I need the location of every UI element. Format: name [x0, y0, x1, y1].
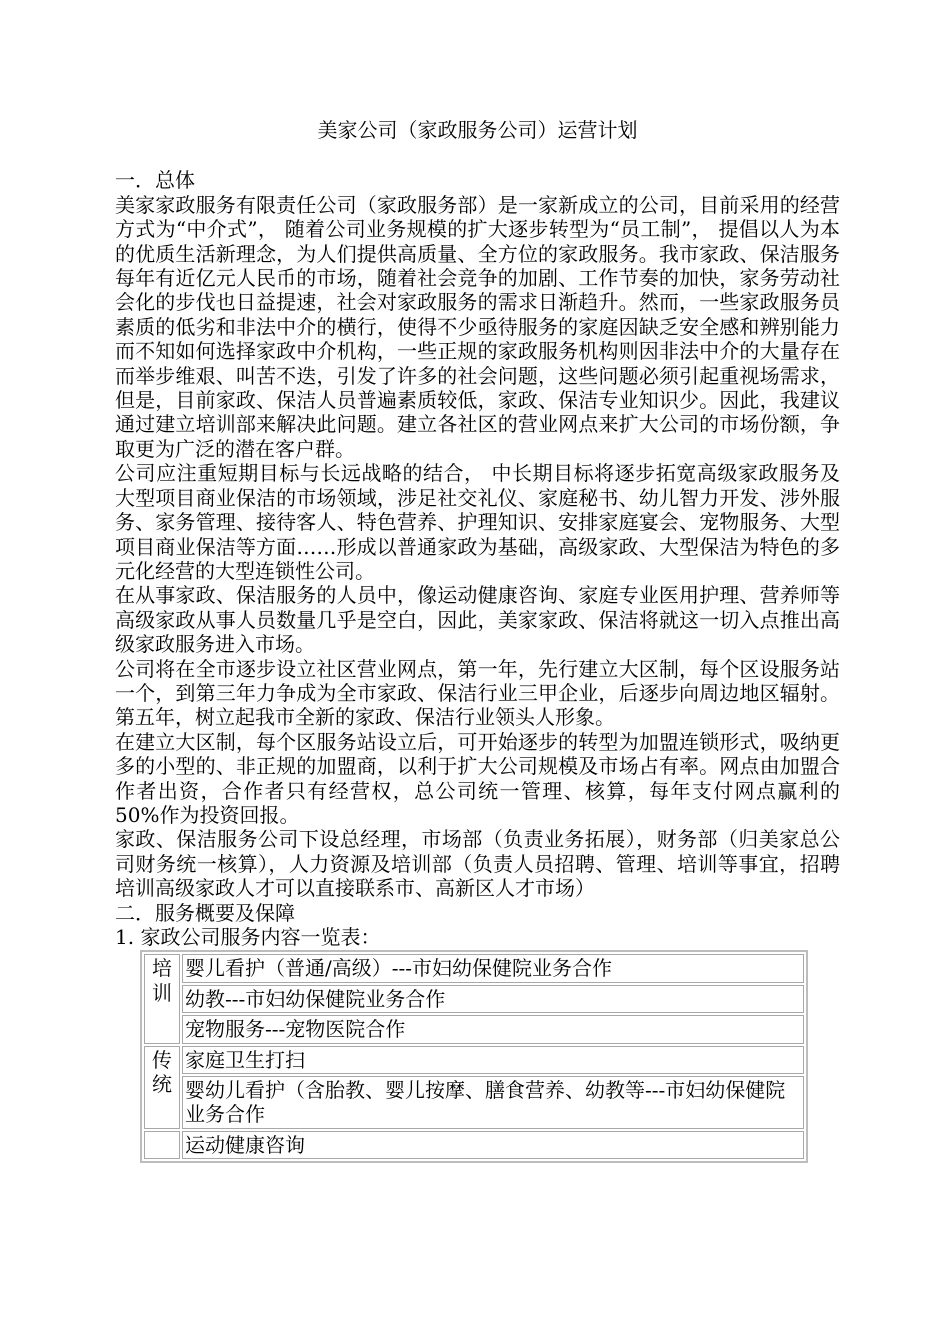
paragraph-expansion: 公司将在全市逐步设立社区营业网点，第一年，先行建立大区制，每个区设服务站一个，到第三年力争成为全市家政、保洁行业三甲企业，后逐步向周边地区辐射。第五年，树立起我市全新的家政、保洁行业领头人形象。 — [115, 656, 840, 730]
table-cell: 婴儿看护（普通/高级）---市妇幼保健院业务合作 — [182, 954, 804, 982]
table-cell: 运动健康咨询 — [182, 1131, 804, 1159]
list-heading: 1. 家政公司服务内容一览表： — [115, 925, 381, 949]
table-row — [144, 954, 804, 982]
category-cell-traditional: 传统 — [144, 1046, 180, 1129]
category-cell-empty — [144, 1131, 180, 1159]
table-cell: 宠物服务---宠物医院合作 — [182, 1015, 804, 1043]
table-row — [144, 1046, 804, 1074]
document-title: 美家公司（家政服务公司）运营计划 — [317, 118, 638, 142]
table-row — [144, 1076, 804, 1129]
table-cell: 婴幼儿看护（含胎教、婴儿按摩、膳食营养、幼教等---市妇幼保健院业务合作 — [182, 1076, 804, 1129]
paragraph-strategy: 公司应注重短期目标与长远战略的结合， 中长期目标将逐步拓宽高级家政服务及大型项目商业保洁的市场领域，涉足社交礼仪、家庭秘书、幼儿智力开发、涉外服务、家务管理、接待客人、特色营养、护理知识、安排家庭宴会、宠物服务、大型项目商业保洁等方面……形成以普通家政为基础，高级家政、大型保洁为特色的多元化经营的大型连锁性公司。 — [115, 461, 840, 583]
table-row — [144, 985, 804, 1013]
service-table — [140, 950, 808, 1163]
paragraph-structure: 家政、保洁服务公司下设总经理，市场部（负责业务拓展），财务部（归美家总公司财务统一核算），人力资源及培训部（负责人员招聘、管理、培训等事宜，招聘培训高级家政人才可以直接联系市、高新区人才市场） — [115, 827, 840, 901]
table-row — [144, 1131, 804, 1159]
section-heading-overview: 一．总体 — [115, 168, 195, 193]
category-cell-training: 培训 — [144, 954, 180, 1043]
table-cell: 幼教---市妇幼保健院业务合作 — [182, 985, 804, 1013]
paragraph-intro: 美家家政服务有限责任公司（家政服务部）是一家新成立的公司，目前采用的经营方式为“中介式”， 随着公司业务规模的扩大逐步转型为“员工制”， 提倡以人为本的优质生活新理念，为人们提供高质量、全方位的家政服务。我市家政、保洁服务每年有近亿元人民币的市场，随着社会竞争的加剧、工作节奏的加快，家务劳动社会化的步伐也日益提速，社会对家政服务的需求日渐趋升。然而，一些家政服务员素质的低劣和非法中介的横行，使得不少亟待服务的家庭因缺乏安全感和辨别能力而不知如何选择家政中介机构，一些正规的家政服务机构则因非法中介的大量存在而举步维艰、叫苦不迭，引发了许多的社会问题，这些问题必须引起重视场需求，但是，目前家政、保洁人员普遍素质较低，家政、保洁专业知识少。因此，我建议通过建立培训部来解决此问题。建立各社区的营业网点来扩大公司的市场份额，争取更为广泛的潜在客户群。 — [115, 192, 840, 461]
section-heading-services: 二．服务概要及保障 — [115, 900, 295, 925]
document-page — [115, 118, 840, 1163]
paragraph-high-end: 在从事家政、保洁服务的人员中，像运动健康咨询、家庭专业医用护理、营养师等高级家政从事人员数量几乎是空白，因此，美家家政、保洁将就这一切入点推出高级家政服务进入市场。 — [115, 583, 840, 657]
table-row — [144, 1015, 804, 1043]
paragraph-franchise: 在建立大区制，每个区服务站设立后，可开始逐步的转型为加盟连锁形式，吸纳更多的小型的、非正规的加盟商，以利于扩大公司规模及市场占有率。网点由加盟合作者出资，合作者只有经营权，总公司统一管理、核算，每年支付网点赢利的 50%作为投资回报。 — [115, 729, 840, 827]
table-cell: 家庭卫生打扫 — [182, 1046, 804, 1074]
